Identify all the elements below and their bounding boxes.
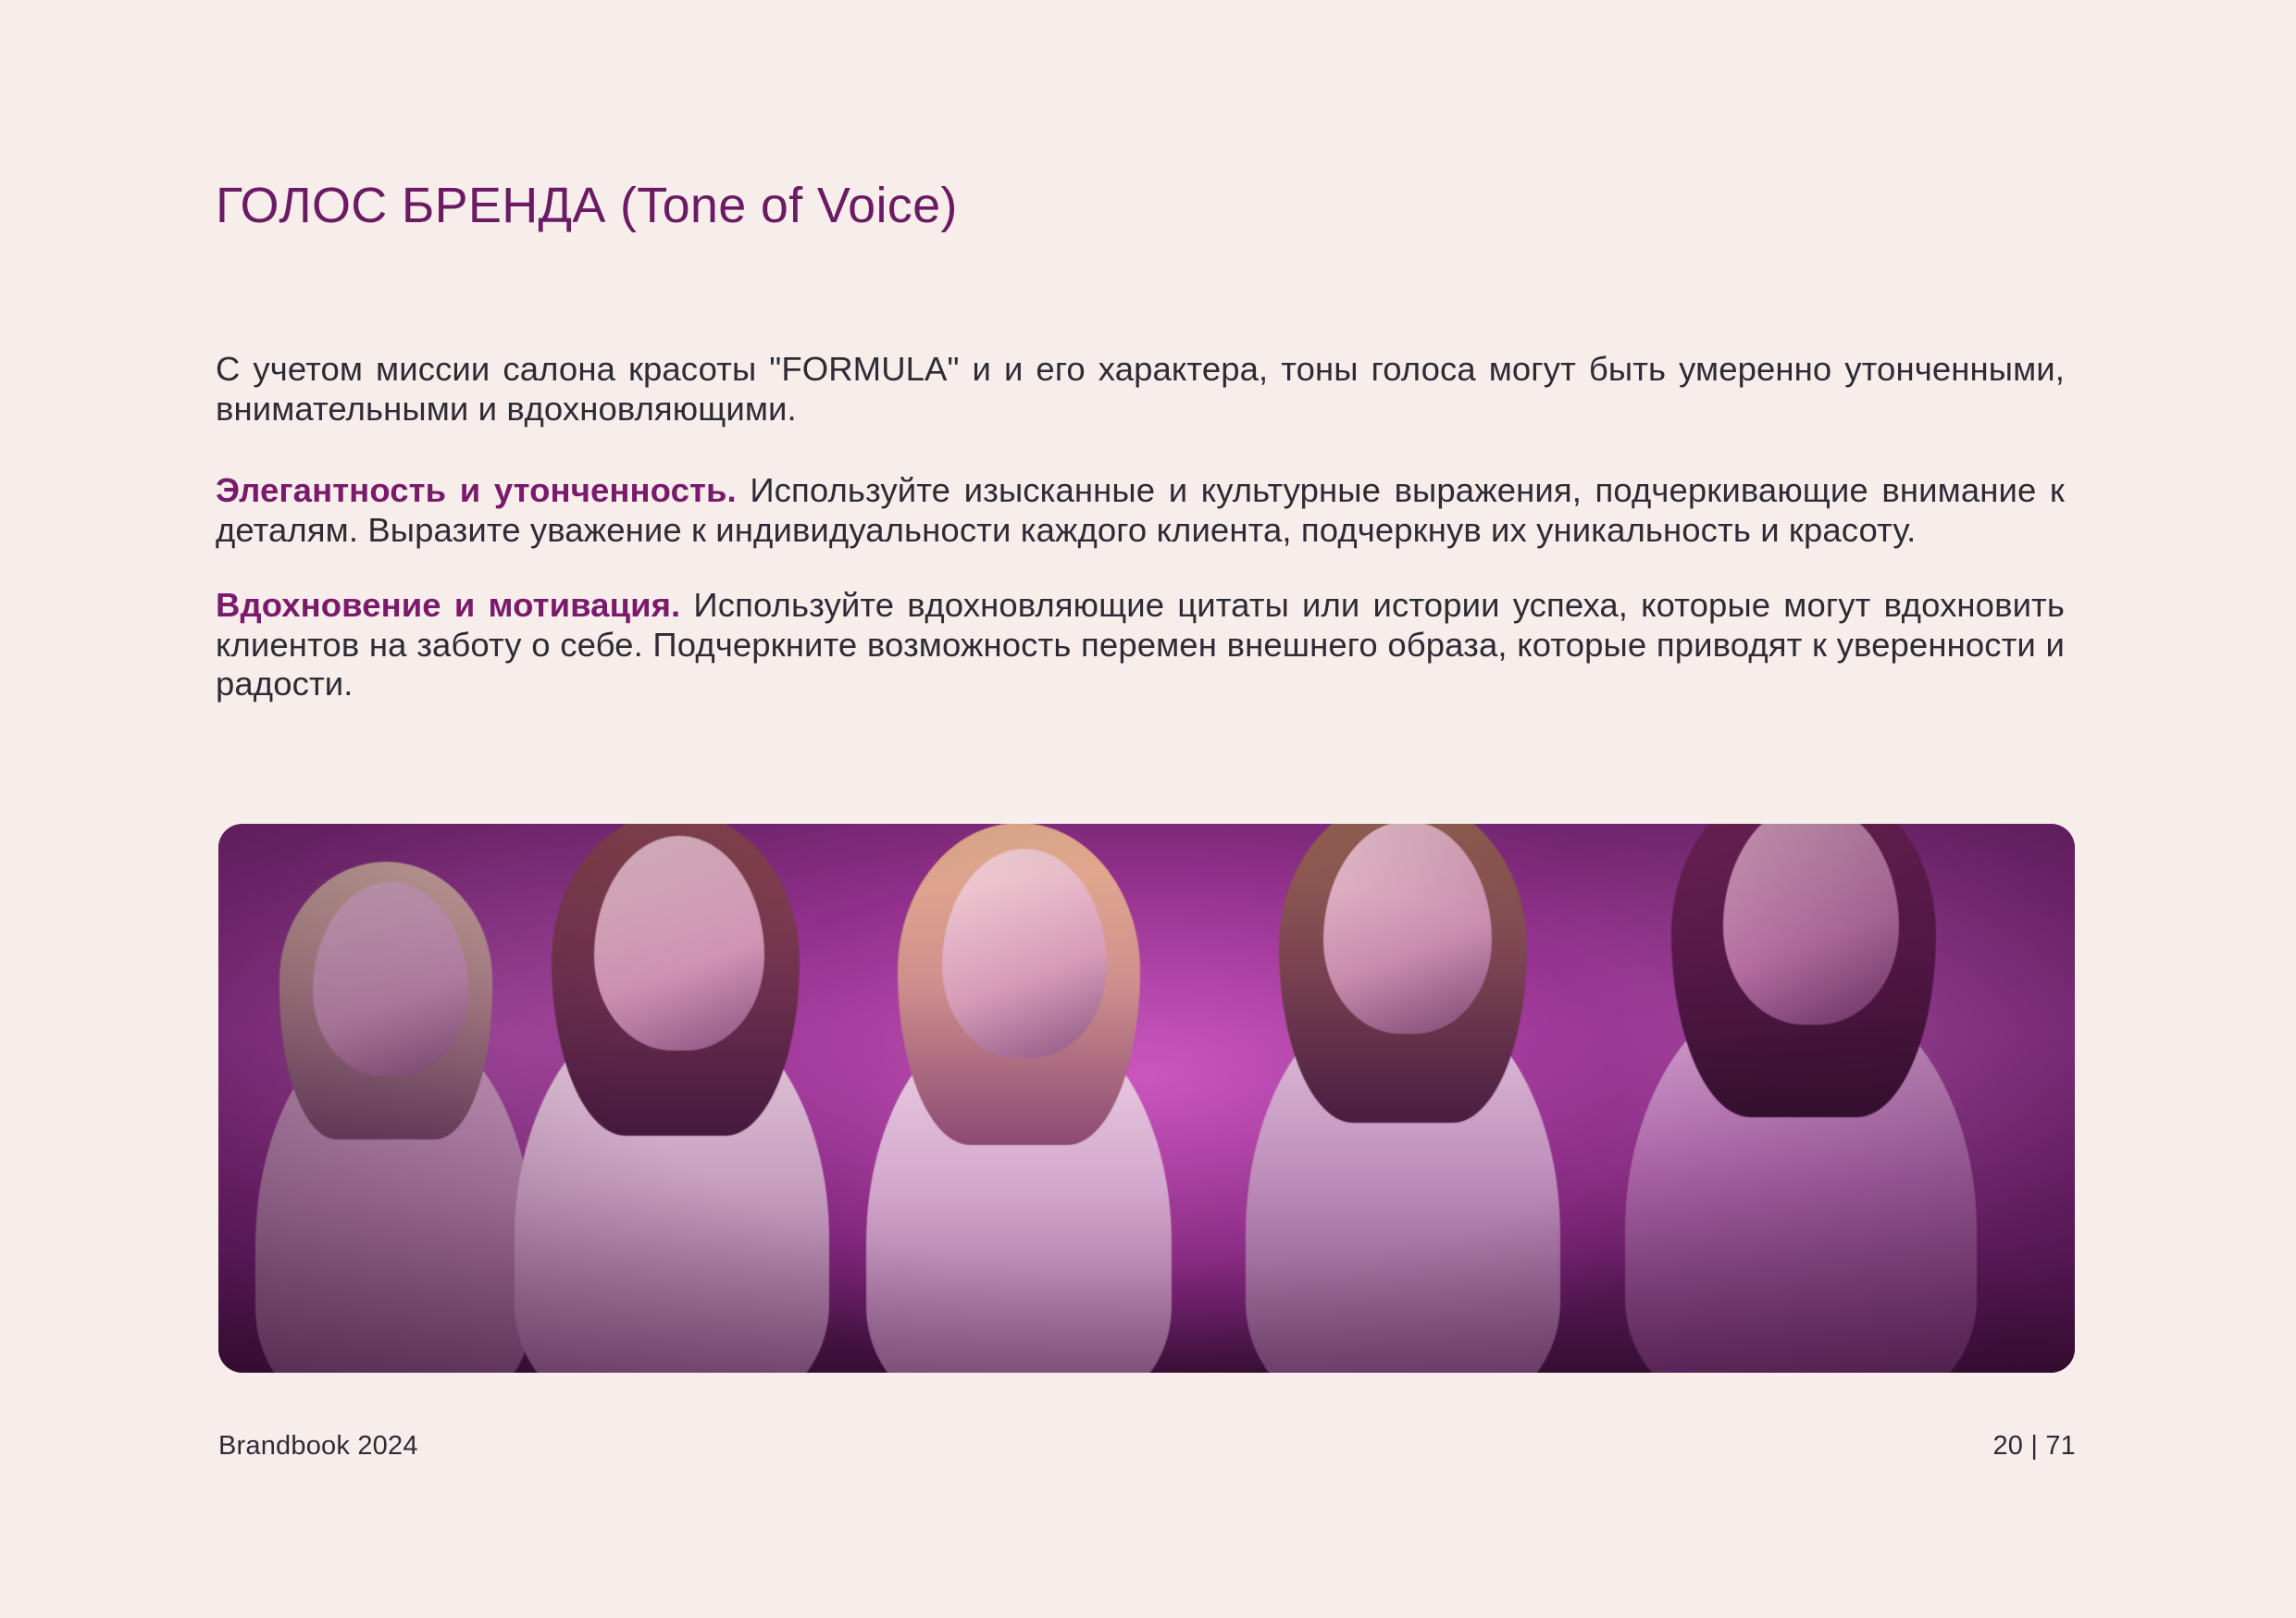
hero-photo [218,824,2075,1373]
body-copy [216,350,2065,704]
paragraph-elegance-lead-in: Элегантность и утонченность. [216,471,737,510]
paragraph-elegance-text: Используйте изысканные и культурные выражения, подчеркивающие внимание к деталям. Выразите уважение к индивидуальности каждого клиента, подчеркнув их уникальность и красоту. [216,471,2065,550]
page-title: ГОЛОС БРЕНДА (Tone of Voice) [216,178,958,234]
paragraph-inspiration-lead-in: Вдохновение и мотивация. [216,585,681,624]
intro-paragraph: С учетом миссии салона красоты "FORMULA" и и его характера, тоны голоса могут быть умеренно утонченными, внимательными и вдохновляющими. [216,350,2065,428]
paragraph-inspiration-text: Используйте вдохновляющие цитаты или истории успеха, которые могут вдохновить клиентов на заботу о себе. Подчеркните возможность перемен внешнего образа, которые приводят к уверенности и радости. [216,585,2065,703]
paragraph-inspiration [216,586,2065,704]
figure-4-head [1323,824,1492,1034]
figure-5-head [1723,824,1899,1025]
photo-figure-3 [866,1012,1172,1373]
footer-brand-label: Brandbook 2024 [218,1431,418,1461]
footer-page-number: 20 | 71 [1992,1431,2076,1461]
paragraph-elegance [216,471,2065,550]
